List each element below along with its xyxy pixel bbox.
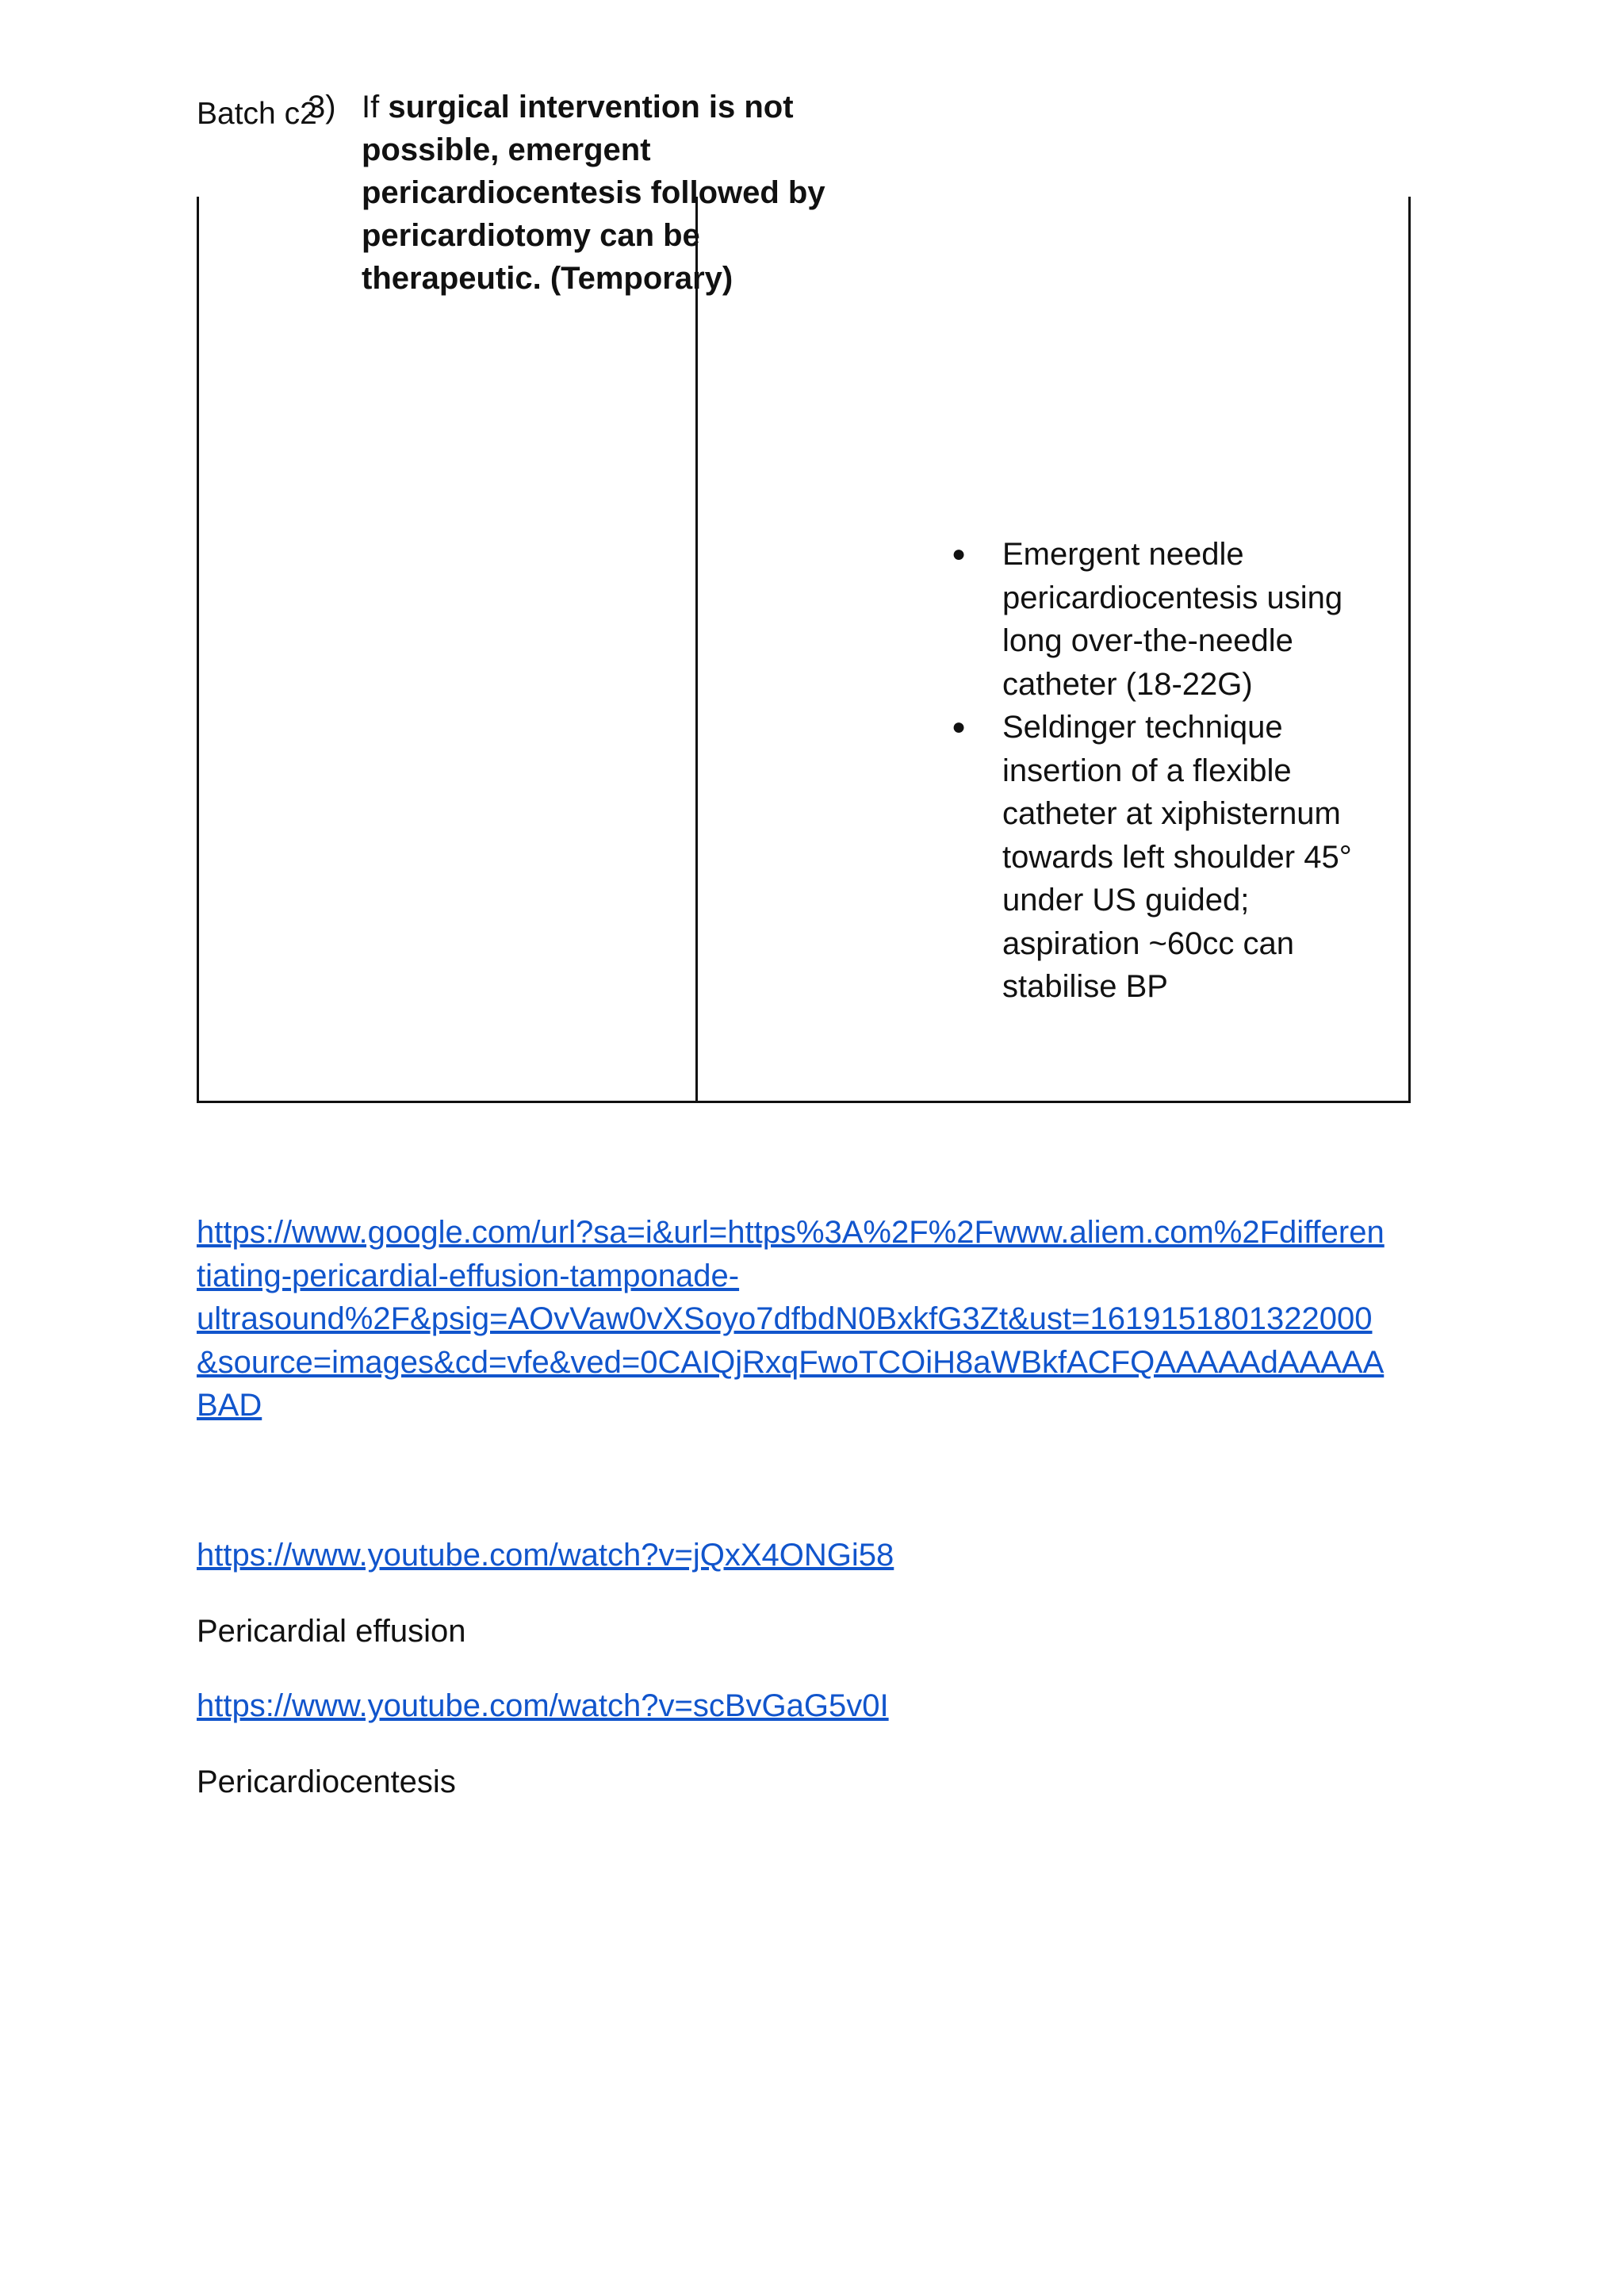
list-item-line-1 (362, 86, 853, 128)
page-header: Batch c2 (197, 97, 317, 131)
bullet-line: catheter (18-22G) (1002, 666, 1253, 702)
bullet-line: stabilise BP (1002, 969, 1168, 1004)
bullet-item-needle (952, 533, 1396, 706)
list-item-line-5: therapeutic. (Temporary) (362, 261, 733, 296)
list-item-line-4: pericardiotomy can be (362, 218, 700, 253)
link-line[interactable]: BAD (197, 1388, 262, 1423)
bullet-line: pericardiocentesis using (1002, 580, 1343, 615)
link-line[interactable]: https://www.google.com/url?sa=i&url=https%3A%2F%2Fwww.aliem.com%2Fdifferen (197, 1215, 1385, 1250)
youtube-link-effusion[interactable]: https://www.youtube.com/watch?v=jQxX4ONGi58 (197, 1538, 894, 1573)
bullet-line: under US guided; (1002, 883, 1250, 918)
link-line[interactable]: tiating-pericardial-effusion-tamponade- (197, 1258, 740, 1293)
bullet-line: Emergent needle (1002, 537, 1244, 572)
table-cell-left (197, 197, 698, 1103)
bullet-line: aspiration ~60cc can (1002, 925, 1295, 961)
bullet-item-seldinger (952, 706, 1396, 1009)
bullet-line: catheter at xiphisternum (1002, 796, 1341, 831)
link-line[interactable]: ultrasound%2F&psig=AOvVaw0vXSoyo7dfbdN0BxkfG3Zt&ust=1619151801322000 (197, 1301, 1373, 1336)
caption-pericardiocentesis: Pericardiocentesis (197, 1764, 456, 1799)
bullet-line: towards left shoulder 45° (1002, 839, 1352, 875)
bullet-list (952, 533, 1396, 1009)
list-item-number: 3) (308, 90, 336, 125)
list-item-prefix: If (362, 90, 380, 125)
link-line[interactable]: &source=images&cd=vfe&ved=0CAIQjRxqFwoTCOiH8aWBkfACFQAAAAAdAAAAA (197, 1344, 1385, 1380)
list-item-bold-text: surgical intervention is not (379, 90, 794, 125)
bullet-marker: ● (952, 541, 967, 567)
list-item-text (362, 86, 853, 300)
bullet-line: long over-the-needle (1002, 623, 1293, 658)
list-item-line-3: pericardiocentesis followed by (362, 175, 825, 210)
bullet-line: Seldinger technique (1002, 710, 1283, 745)
youtube-link-pericardiocentesis[interactable]: https://www.youtube.com/watch?v=scBvGaG5v0I (197, 1688, 889, 1723)
bullet-line: insertion of a flexible (1002, 753, 1292, 788)
caption-pericardial-effusion: Pericardial effusion (197, 1614, 466, 1649)
bullet-marker: ● (952, 714, 967, 740)
google-image-link[interactable] (197, 1211, 1434, 1427)
list-item-line-2: possible, emergent (362, 132, 651, 167)
